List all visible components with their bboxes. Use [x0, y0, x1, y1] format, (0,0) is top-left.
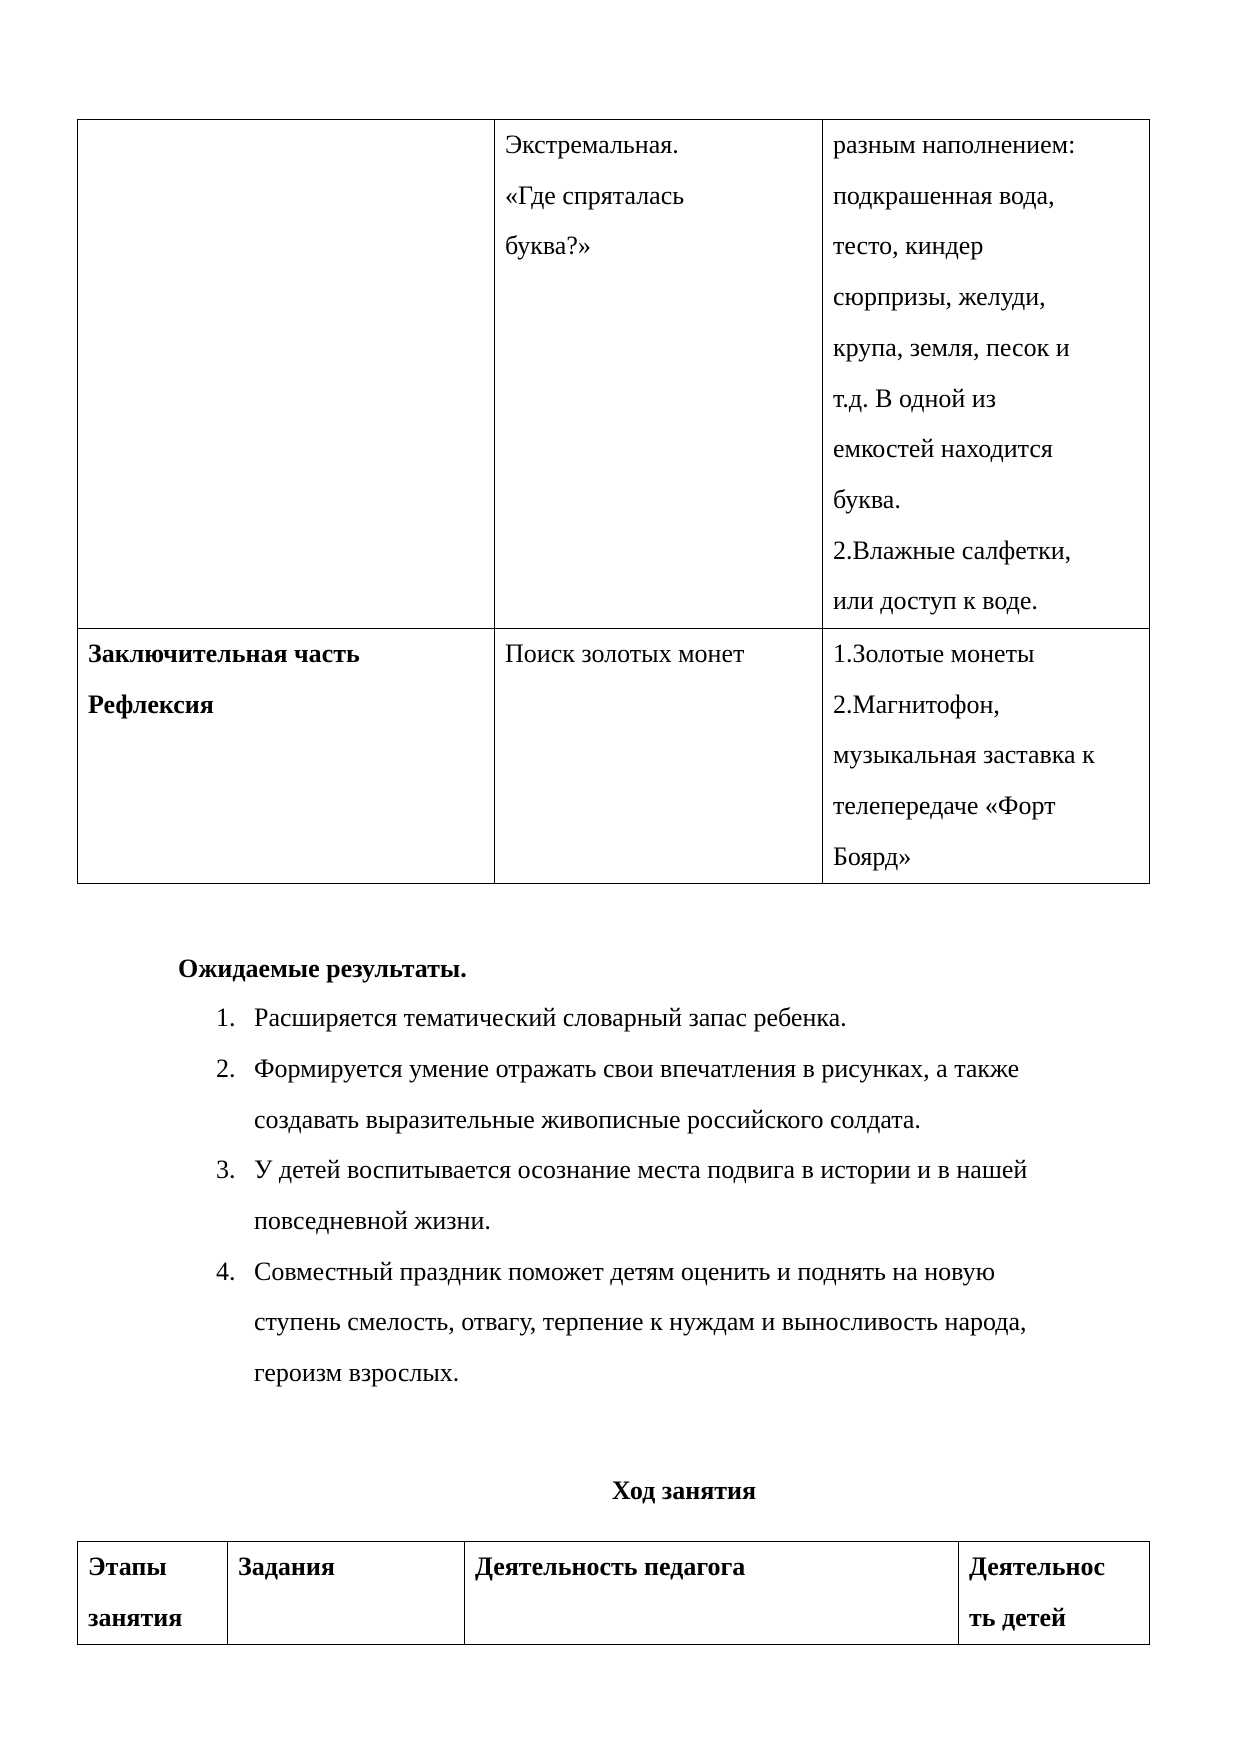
materials-cell — [823, 629, 1150, 884]
cell-line: телепередаче «Форт — [833, 791, 1056, 821]
materials-cell — [823, 120, 1150, 629]
table-header-row — [78, 1542, 1150, 1645]
cell-line: музыкальная заставка к — [833, 740, 1095, 770]
header-children-activity — [959, 1542, 1150, 1645]
list-number: 3. — [216, 1155, 236, 1184]
header-line: Деятельность педагога — [475, 1552, 746, 1581]
cell-line: Экстремальная. — [505, 130, 679, 159]
header-line: Деятельнос — [969, 1552, 1105, 1581]
header-teacher-activity — [465, 1542, 959, 1645]
cell-line: емкостей находится — [833, 434, 1053, 464]
header-tasks — [228, 1542, 465, 1645]
cell-line: 1.Золотые монеты — [833, 639, 1035, 668]
results-heading: Ожидаемые результаты. — [178, 954, 467, 983]
table-row — [78, 120, 1150, 629]
list-text: Формируется умение отражать свои впечатления в рисунках, а также — [254, 1054, 1020, 1083]
header-line: ть детей — [969, 1602, 1067, 1632]
cell-line: крупа, земля, песок и — [833, 332, 1070, 362]
task-cell — [495, 629, 823, 884]
header-line: Этапы — [88, 1552, 167, 1581]
cell-line: буква?» — [505, 231, 591, 261]
header-line: занятия — [88, 1602, 183, 1632]
stage-cell — [78, 629, 495, 884]
cell-line: Боярд» — [833, 841, 912, 871]
cell-line: сюрпризы, желуди, — [833, 282, 1046, 312]
cell-line: буква. — [833, 484, 901, 514]
list-number: 1. — [216, 1003, 236, 1032]
list-text: создавать выразительные живописные российского солдата. — [254, 1105, 921, 1134]
cell-line: 2.Влажные салфетки, — [833, 535, 1072, 565]
table-row — [78, 629, 1150, 884]
header-stages — [78, 1542, 228, 1645]
list-text: повседневной жизни. — [254, 1206, 491, 1235]
cell-line: 2.Магнитофон, — [833, 689, 1000, 719]
list-text: ступень смелость, отвагу, терпение к нуждам и выносливость народа, — [254, 1307, 1027, 1336]
lesson-heading: Ход занятия — [611, 1476, 757, 1505]
cell-line: «Где спряталась — [505, 180, 685, 210]
list-number: 2. — [216, 1054, 236, 1083]
header-line: Задания — [238, 1552, 335, 1581]
materials-table — [77, 119, 1150, 884]
cell-line: т.д. В одной из — [833, 383, 996, 413]
list-number: 4. — [216, 1257, 236, 1286]
list-text: Расширяется тематический словарный запас ребенка. — [254, 1003, 847, 1032]
cell-line: Рефлексия — [88, 689, 214, 719]
stage-cell — [78, 120, 495, 629]
cell-line: подкрашенная вода, — [833, 180, 1055, 210]
lesson-table — [77, 1541, 1150, 1645]
list-text: Совместный праздник поможет детям оценить и поднять на новую — [254, 1257, 995, 1286]
list-text: У детей воспитывается осознание места подвига в истории и в нашей — [254, 1155, 1028, 1184]
list-text: героизм взрослых. — [254, 1358, 460, 1387]
cell-line: Заключительная часть — [88, 639, 360, 668]
cell-line: тесто, киндер — [833, 231, 984, 261]
cell-line: Поиск золотых монет — [505, 639, 745, 668]
cell-line: или доступ к воде. — [833, 586, 1038, 616]
cell-line: разным наполнением: — [833, 130, 1076, 159]
task-cell — [495, 120, 823, 629]
